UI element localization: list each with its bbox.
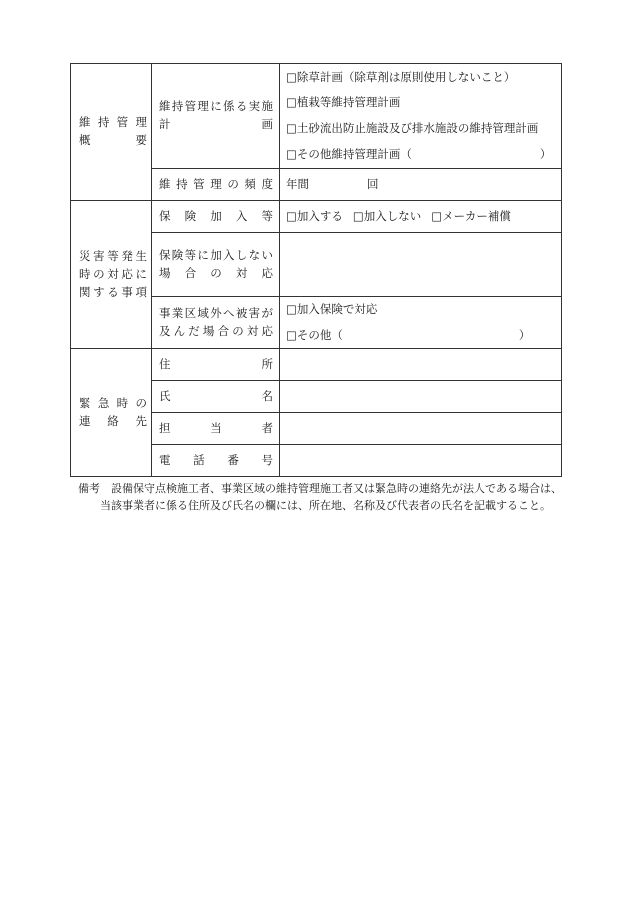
person-in-charge-field[interactable]	[280, 413, 562, 445]
checkbox-weeding-plan[interactable]: □除草計画（除草剤は原則使用しないこと）	[286, 69, 516, 84]
remarks-line1: 備考 設備保守点検施工者、事業区域の維持管理施工者又は緊急時の連絡先が法人である場合は、	[78, 482, 562, 495]
frequency-label: 維持管理の頻度	[152, 169, 280, 201]
not-insured-label	[152, 233, 280, 297]
checkbox-not-insured[interactable]: □加入しない	[352, 208, 422, 223]
phone-field[interactable]	[280, 445, 562, 477]
person-in-charge-label: 担当者	[152, 413, 280, 445]
address-field[interactable]	[280, 349, 562, 381]
maintenance-plan-label-line1: 維持管理に係る実施	[159, 99, 273, 114]
not-insured-label-line2: 場合の対応	[159, 265, 273, 280]
maintenance-plan-label	[152, 64, 280, 169]
insurance-options	[280, 201, 562, 233]
category-disaster-line1: 災害等発生	[79, 248, 147, 263]
category-emergency-line1: 緊急時の	[79, 395, 147, 410]
category-emergency-line2: 連絡先	[79, 413, 147, 428]
offsite-other-text: □その他（	[286, 327, 343, 342]
offsite-other-close: ）	[518, 327, 531, 342]
maintenance-plan-options	[280, 64, 562, 169]
category-maintenance	[71, 64, 152, 201]
category-maintenance-line1: 維持管理	[79, 115, 147, 130]
category-disaster	[71, 201, 152, 349]
checkbox-maker-warranty[interactable]: □メーカー補償	[431, 208, 511, 223]
remarks-note	[78, 480, 560, 514]
other-plan-close: ）	[539, 146, 552, 161]
offsite-damage-label-line1: 事業区域外へ被害が	[159, 305, 273, 320]
remarks-line2: 当該事業者に係る住所及び氏名の欄には、所在地、名称及び代表者の氏名を記載すること。	[100, 499, 551, 512]
name-field[interactable]	[280, 381, 562, 413]
address-label: 住所	[152, 349, 280, 381]
offsite-damage-label	[152, 297, 280, 349]
frequency-field[interactable]	[280, 169, 562, 201]
other-plan-text: □その他維持管理計画（	[286, 146, 412, 161]
phone-label: 電話番号	[152, 445, 280, 477]
category-emergency	[71, 349, 152, 477]
maintenance-plan-label-line2: 計画	[159, 117, 273, 131]
not-insured-field[interactable]	[280, 233, 562, 297]
checkbox-insured[interactable]: □加入する	[286, 208, 343, 223]
offsite-damage-options	[280, 297, 562, 349]
checkbox-offsite-other[interactable]	[286, 323, 555, 349]
insurance-label: 保険加入等	[152, 201, 280, 233]
maintenance-form-table	[70, 63, 562, 477]
frequency-suffix: 回	[367, 176, 379, 191]
category-disaster-line3: 関する事項	[79, 284, 147, 299]
frequency-prefix: 年間	[286, 176, 309, 191]
checkbox-insurance-response[interactable]: □加入保険で対応	[286, 302, 378, 316]
checkbox-drainage-plan[interactable]: □土砂流出防止施設及び排水施設の維持管理計画	[286, 121, 539, 135]
name-label: 氏名	[152, 381, 280, 413]
category-disaster-line2: 時の対応に	[79, 266, 147, 281]
category-maintenance-line2: 概要	[79, 133, 147, 147]
checkbox-other-plan[interactable]	[286, 142, 555, 168]
offsite-damage-label-line2: 及んだ場合の対応	[159, 323, 273, 338]
not-insured-label-line1: 保険等に加入しない	[159, 247, 273, 262]
checkbox-planting-plan[interactable]: □植栽等維持管理計画	[286, 95, 401, 110]
